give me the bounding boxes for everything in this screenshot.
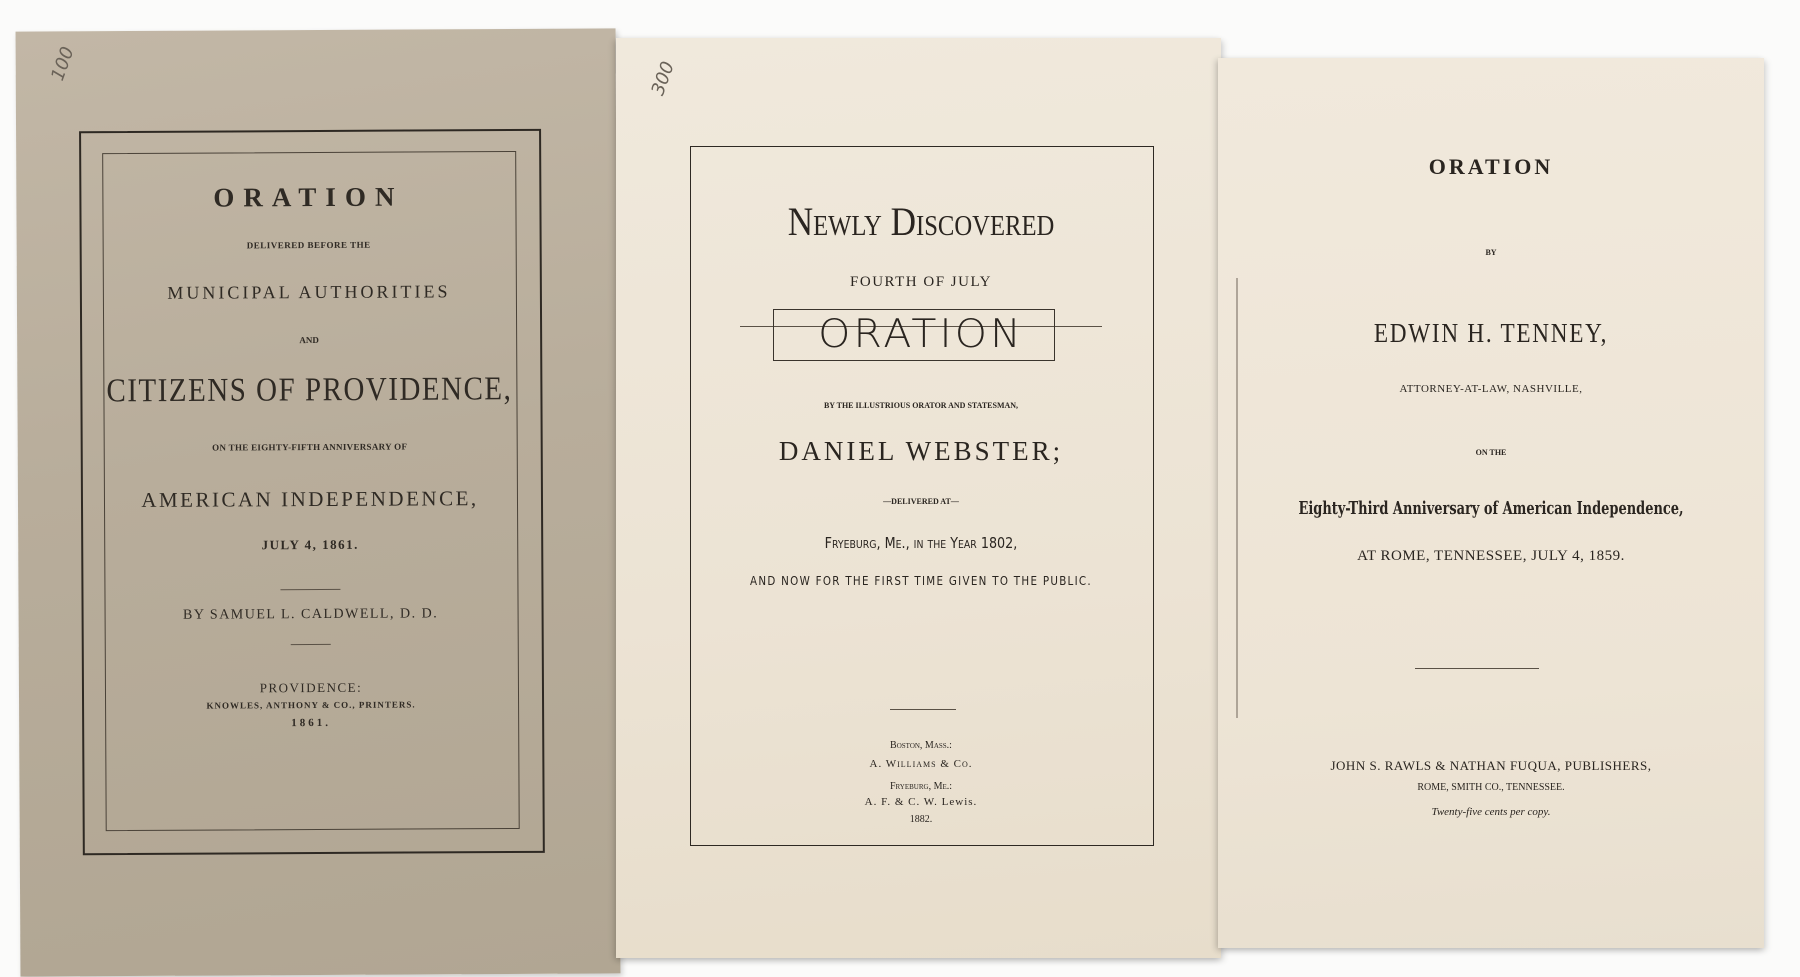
delivered-line: —DELIVERED AT— <box>883 497 959 506</box>
independence-line: AMERICAN INDEPENDENCE, <box>141 486 479 512</box>
first-time-line: AND NOW FOR THE FIRST TIME GIVEN TO THE PUBLIC. <box>749 574 1093 588</box>
handwritten-note: 100 <box>47 44 79 84</box>
by-line: BY <box>1485 248 1497 257</box>
author-line: DANIEL WEBSTER; <box>778 436 1064 466</box>
authorities-line: MUNICIPAL AUTHORITIES <box>167 281 451 303</box>
publisher1: A. Williams & Co. <box>869 758 973 770</box>
publisher2: A. F. & C. W. Lewis. <box>864 796 978 808</box>
handwritten-note: 300 <box>647 58 679 99</box>
place-year-line: Fryeburg, Me., in the Year 1802, <box>824 534 1018 552</box>
author-line: BY SAMUEL L. CALDWELL, D. D. <box>182 606 439 623</box>
subhead: FOURTH OF JULY <box>850 274 992 290</box>
divider <box>1415 668 1539 669</box>
title-page <box>1218 58 1764 948</box>
price-line: Twenty-five cents per copy. <box>1431 806 1551 818</box>
printers-line: KNOWLES, ANTHONY & CO., PRINTERS. <box>206 699 416 711</box>
title-page <box>102 151 518 829</box>
city1: Boston, Mass.: <box>890 740 952 751</box>
place-date-line: AT ROME, TENNESSEE, JULY 4, 1859. <box>1357 548 1625 564</box>
title: ORATION <box>213 181 404 213</box>
title: ORATION <box>818 312 1024 357</box>
city2: Fryeburg, Me.: <box>889 781 953 792</box>
publishers-line: JOHN S. RAWLS & NATHAN FUQUA, PUBLISHERS, <box>1330 758 1652 773</box>
location-line: ROME, SMITH CO., TENNESSEE. <box>1417 782 1565 793</box>
divider <box>890 709 956 710</box>
pamphlet-webster <box>616 38 1221 958</box>
on-the-line: ON THE <box>1475 448 1507 457</box>
pamphlet-tenney <box>1218 58 1764 948</box>
year-line: 1861. <box>291 716 332 730</box>
title-page <box>690 146 1152 844</box>
anniversary-line: ON THE EIGHTY-FIFTH ANNIVERSARY OF <box>212 441 408 453</box>
occasion-line: Eighty-Third Anniversary of American Independence, <box>1298 498 1684 519</box>
byline: BY THE ILLUSTRIOUS ORATOR AND STATESMAN, <box>823 401 1019 410</box>
date-line: JULY 4, 1861. <box>261 536 359 553</box>
year-line: 1882. <box>909 814 933 825</box>
headline: Newly Discovered <box>787 199 1055 244</box>
profession-line: ATTORNEY-AT-LAW, NASHVILLE, <box>1399 383 1583 395</box>
author-line: EDWIN H. TENNEY, <box>1373 318 1609 348</box>
title: ORATION <box>1428 154 1554 179</box>
and-line: AND <box>299 334 319 346</box>
divider <box>280 589 340 590</box>
divider-short <box>291 644 331 645</box>
citizens-line: CITIZENS OF PROVIDENCE, <box>106 370 513 410</box>
pamphlet-providence <box>16 28 621 976</box>
delivered-line: DELIVERED BEFORE THE <box>246 239 371 251</box>
place-line: PROVIDENCE: <box>259 679 363 696</box>
